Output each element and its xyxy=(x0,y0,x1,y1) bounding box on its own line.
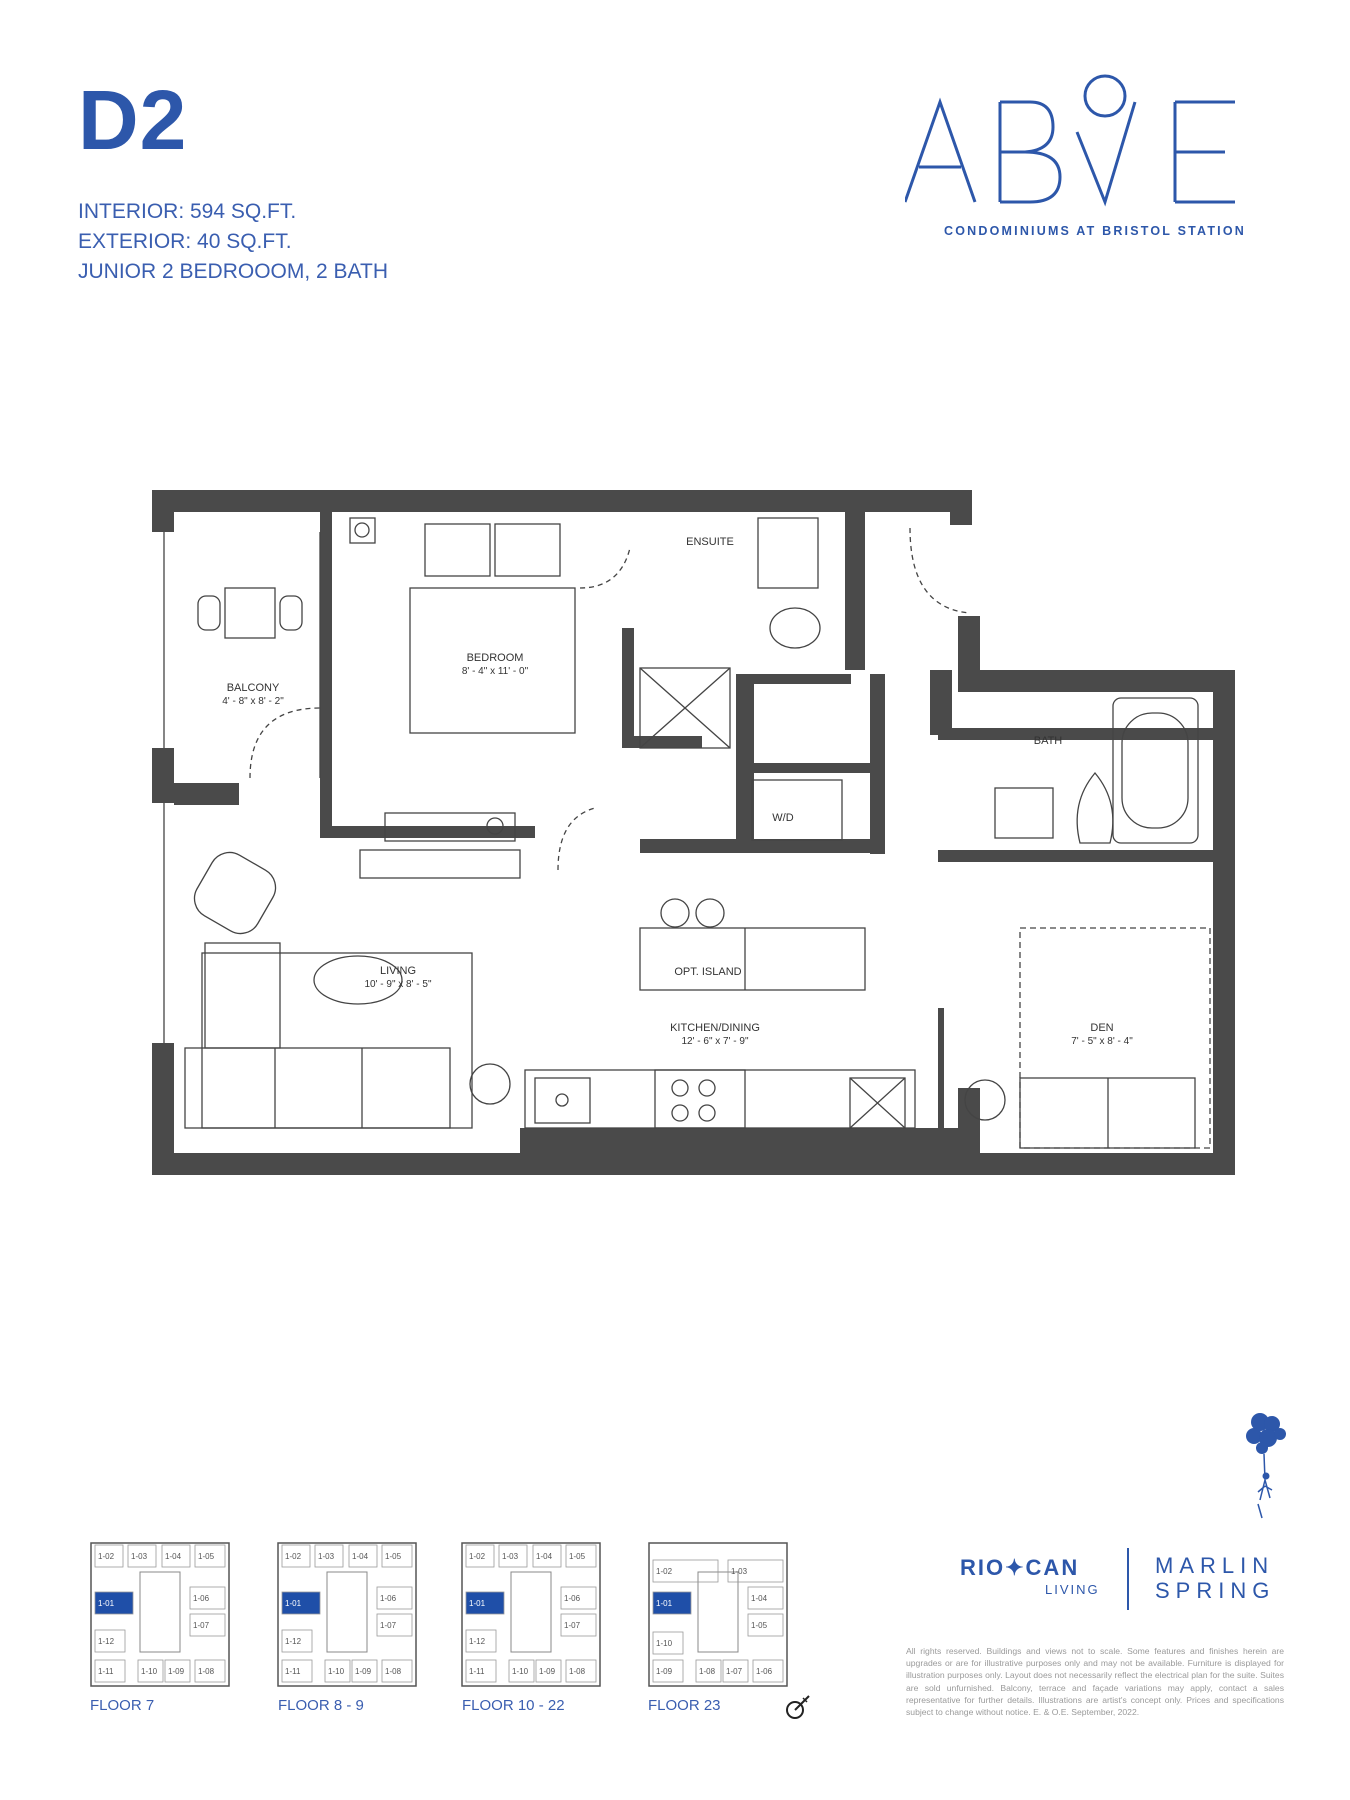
keyplan-unit-label: 1-09 xyxy=(539,1667,556,1676)
keyplan-unit-label: 1-08 xyxy=(198,1667,215,1676)
balcony-label: BALCONY 4' - 8" x 8' - 2" xyxy=(183,682,323,708)
spring-text: SPRING xyxy=(1155,1578,1276,1604)
keyplan-unit-label: 1-10 xyxy=(141,1667,158,1676)
keyplan-unit-label: 1-09 xyxy=(168,1667,185,1676)
bedroom-label: BEDROOM 8' - 4" x 11' - 0" xyxy=(425,652,565,678)
floor-label-10-22: FLOOR 10 - 22 xyxy=(462,1697,565,1714)
keyplan-3 xyxy=(461,1542,601,1687)
keyplan-unit-label: 1-02 xyxy=(469,1552,486,1561)
keyplan-1 xyxy=(90,1542,230,1687)
den-label: DEN 7' - 5" x 8' - 4" xyxy=(1032,1022,1172,1048)
keyplan-unit-label: 1-12 xyxy=(285,1637,302,1646)
kitchen-dimensions: 12' - 6" x 7' - 9" xyxy=(681,1035,749,1047)
island-label: OPT. ISLAND xyxy=(674,966,742,978)
bath-label: BATH xyxy=(1033,735,1063,747)
floor-label-7: FLOOR 7 xyxy=(90,1697,155,1714)
balloon-figure-icon xyxy=(1240,1410,1290,1520)
keyplan-unit-label: 1-10 xyxy=(512,1667,529,1676)
keyplan-unit-label: 1-07 xyxy=(726,1667,743,1676)
keyplan-unit-label: 1-02 xyxy=(98,1552,115,1561)
keyplan-unit-label: 1-01 xyxy=(285,1599,302,1608)
keyplan-unit-label: 1-09 xyxy=(656,1667,673,1676)
walls xyxy=(152,490,1235,1175)
keyplan-unit-label: 1-11 xyxy=(98,1667,114,1676)
keyplan-unit-label: 1-01 xyxy=(98,1599,115,1608)
floor-label-8-9: FLOOR 8 - 9 xyxy=(278,1697,364,1714)
keyplan-unit-label: 1-05 xyxy=(385,1552,402,1561)
keyplan-unit-label: 1-12 xyxy=(469,1637,486,1646)
unit-type: JUNIOR 2 BEDROOOM, 2 BATH xyxy=(78,260,388,283)
keyplan-unit-label: 1-11 xyxy=(469,1667,485,1676)
floor-plan xyxy=(150,488,1240,1178)
keyplan-unit-label: 1-03 xyxy=(318,1552,335,1561)
disclaimer: All rights reserved. Buildings and views not to scale. Some features and finishes herein are upgrades or are for illustrative purposes only and may not be available. Furniture is displayed for illustration purposes only. Layout does not necessarily reflect the electrical plan for the suite. Suites are sold unfurnished. Balcony, terrace and façade variations may apply, contact a sales representative for further details. Illustrations are artist's concept only. Prices and specifications subject to change without notice. E. & O.E. September, 2022. xyxy=(906,1646,1284,1718)
interior-area: INTERIOR: 594 SQ.FT. xyxy=(78,200,297,223)
keyplan-unit-label: 1-12 xyxy=(98,1637,115,1646)
keyplan-unit-label: 1-06 xyxy=(193,1594,210,1603)
exterior-area: EXTERIOR: 40 SQ.FT. xyxy=(78,230,292,253)
keyplan-unit-label: 1-10 xyxy=(656,1639,673,1648)
keyplan-unit-label: 1-04 xyxy=(751,1594,768,1603)
riocan-logo: RIO✦CAN xyxy=(960,1555,1080,1580)
living-dimensions: 10' - 9" x 8' - 5" xyxy=(364,978,432,990)
riocan-living-text: LIVING xyxy=(1045,1582,1100,1597)
keyplan-unit-label: 1-07 xyxy=(380,1621,397,1630)
keyplan-unit-label: 1-06 xyxy=(380,1594,397,1603)
keyplan-unit-label: 1-05 xyxy=(569,1552,586,1561)
keyplan-unit-label: 1-08 xyxy=(385,1667,402,1676)
keyplan-unit-label: 1-01 xyxy=(469,1599,486,1608)
keyplan-unit-label: 1-01 xyxy=(656,1599,673,1608)
keyplan-unit-label: 1-10 xyxy=(328,1667,345,1676)
keyplan-unit-label: 1-08 xyxy=(569,1667,586,1676)
keyplan-unit-label: 1-08 xyxy=(699,1667,716,1676)
keyplan-unit-label: 1-03 xyxy=(731,1567,748,1576)
keyplan-unit-label: 1-02 xyxy=(285,1552,302,1561)
keyplan-unit-label: 1-02 xyxy=(656,1567,673,1576)
wd-label: W/D xyxy=(772,812,794,824)
north-arrow-icon xyxy=(783,1693,813,1723)
balcony-dimensions: 4' - 8" x 8' - 2" xyxy=(222,695,284,707)
keyplan-4 xyxy=(648,1542,788,1687)
keyplan-unit-label: 1-04 xyxy=(165,1552,182,1561)
keyplan-unit-label: 1-03 xyxy=(502,1552,519,1561)
den-dimensions: 7' - 5" x 8' - 4" xyxy=(1071,1035,1133,1047)
keyplan-2 xyxy=(277,1542,417,1687)
keyplan-unit-label: 1-04 xyxy=(536,1552,553,1561)
keyplan-unit-label: 1-07 xyxy=(564,1621,581,1630)
marlin-spring-logo xyxy=(1155,1553,1275,1604)
kitchen-label: KITCHEN/DINING 12' - 6" x 7' - 9" xyxy=(645,1022,785,1048)
keyplan-unit-label: 1-04 xyxy=(352,1552,369,1561)
above-logo xyxy=(905,72,1285,212)
brand-subtitle: CONDOMINIUMS AT BRISTOL STATION xyxy=(944,224,1246,238)
keyplan-unit-label: 1-05 xyxy=(198,1552,215,1561)
keyplan-unit-label: 1-06 xyxy=(756,1667,773,1676)
living-label: LIVING 10' - 9" x 8' - 5" xyxy=(328,965,468,991)
keyplan-unit-label: 1-11 xyxy=(285,1667,301,1676)
unit-title: D2 xyxy=(78,73,188,167)
ensuite-label: ENSUITE xyxy=(686,536,734,548)
logo-divider xyxy=(1127,1548,1129,1610)
keyplan-unit-label: 1-09 xyxy=(355,1667,372,1676)
bedroom-dimensions: 8' - 4" x 11' - 0" xyxy=(461,665,529,677)
marlin-text: MARLIN xyxy=(1155,1553,1275,1578)
keyplan-unit-label: 1-06 xyxy=(564,1594,581,1603)
keyplan-unit-label: 1-05 xyxy=(751,1621,768,1630)
floor-label-23: FLOOR 23 xyxy=(648,1697,721,1714)
keyplan-unit-label: 1-03 xyxy=(131,1552,148,1561)
keyplan-unit-label: 1-07 xyxy=(193,1621,210,1630)
